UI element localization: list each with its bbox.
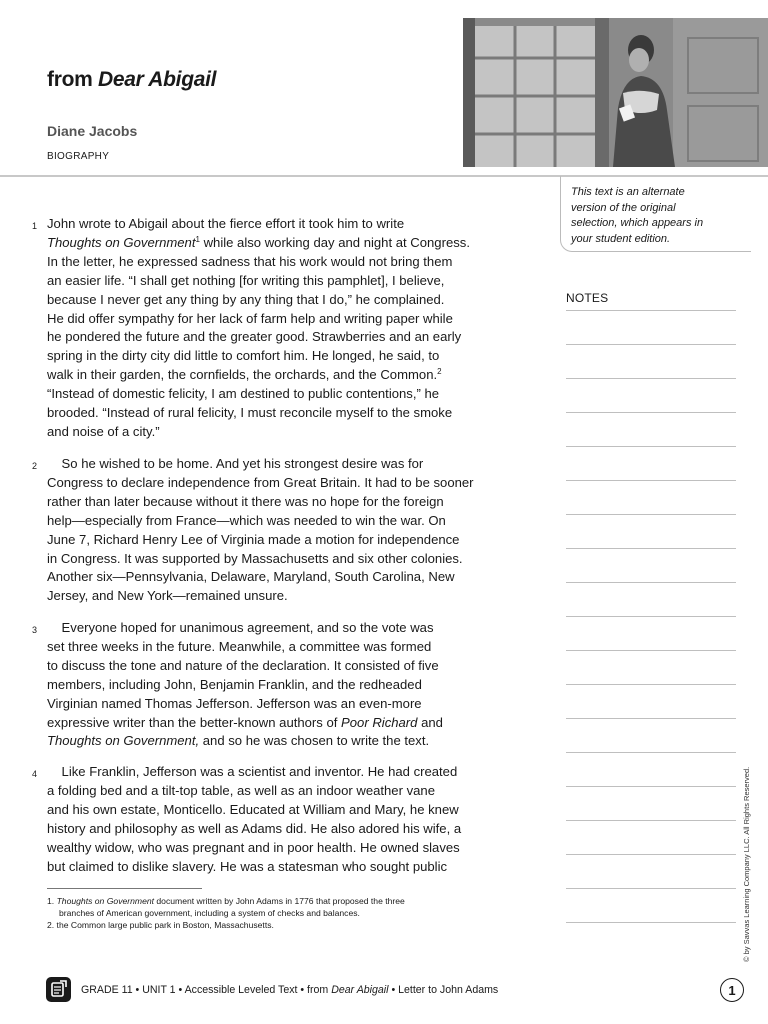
header-rule — [0, 175, 560, 177]
text-line: Another six—Pennsylvania, Delaware, Maryland, South Carolina, New — [47, 569, 455, 585]
text-line: an easier life. “I shall get nothing [for writing this pamphlet], I believe, — [47, 272, 445, 288]
paragraph-2 — [32, 455, 547, 606]
text-line: Congress to declare independence from Great Britain. It had to be sooner — [47, 474, 474, 490]
notes-line — [566, 752, 736, 753]
text-line: in Congress. It was supported by Massachusetts and six other colonies. — [47, 550, 463, 566]
notes-line — [566, 616, 736, 617]
notes-line — [566, 310, 736, 311]
paragraph-4 — [32, 763, 547, 876]
footnote-reference: 1 — [195, 234, 200, 244]
notes-line — [566, 412, 736, 413]
publisher-logo-icon — [46, 977, 71, 1002]
page-title-italic: Dear Abigail — [98, 68, 217, 91]
text-line: expressive writer than the better-known authors of Poor Richard and — [47, 714, 443, 730]
paragraph-number: 1 — [32, 221, 38, 231]
notes-line — [566, 650, 736, 651]
text-line: because I never get any thing by any thing that I do,” he complained. — [47, 291, 445, 307]
paragraph-3 — [32, 619, 547, 751]
text-line: Everyone hoped for unanimous agreement, and so the vote was — [47, 620, 434, 635]
copyright-notice: © by Savvas Learning Company LLC. All Rights Reserved. — [742, 766, 751, 962]
text-line: rather than later because without it there was no hope for the foreign — [47, 493, 444, 509]
footnote-rule — [47, 888, 202, 889]
text-line: and noise of a city.” — [47, 423, 160, 439]
text-line: a folding bed and a tilt-top table, as well as an indoor weather vane — [47, 782, 435, 798]
paragraph-number: 2 — [32, 461, 38, 471]
header-illustration — [463, 18, 768, 167]
text-line: wealthy widow, who was pregnant and in poor health. He owned slaves — [47, 839, 460, 855]
text-line: and his own estate, Monticello. Educated at William and Mary, he knew — [47, 801, 459, 817]
page-number: 1 — [720, 978, 744, 1002]
footnote-1-line: branches of American government, including a system of checks and balances. — [59, 908, 360, 918]
notes-line — [566, 480, 736, 481]
paragraph-number: 4 — [32, 769, 38, 779]
text-line: he pondered the future and the greater good. Strawberries and an early — [47, 329, 462, 345]
footer-citation: GRADE 11 • UNIT 1 • Accessible Leveled Text • from Dear Abigail • Letter to John Adams — [81, 984, 499, 996]
text-line: He did offer sympathy for her lack of farm help and writing paper while — [47, 310, 453, 326]
text-line: In the letter, he expressed sadness that his work would not bring them — [47, 253, 453, 269]
notes-line — [566, 378, 736, 379]
text-line: Jersey, and New York—remained unsure. — [47, 588, 288, 604]
paragraph-number: 3 — [32, 625, 38, 635]
notes-line — [566, 888, 736, 889]
alternate-version-note: This text is an alternate version of the original selection, which appears in your student edition. — [560, 176, 751, 252]
notes-label: NOTES — [566, 291, 609, 305]
notes-line — [566, 344, 736, 345]
notes-line — [566, 514, 736, 515]
notes-line — [566, 820, 736, 821]
text-line: So he wished to be home. And yet his strongest desire was for — [47, 456, 424, 471]
text-line: spring in the dirty city did little to comfort him. He longed, he said, to — [47, 348, 440, 364]
text-line: Virginian named Thomas Jefferson. Jefferson was an even-more — [47, 695, 422, 711]
notes-line — [566, 786, 736, 787]
notes-line — [566, 684, 736, 685]
footnotes — [47, 895, 517, 931]
text-line: brooded. “Instead of rural felicity, I must reconcile myself to the smoke — [47, 405, 453, 421]
text-line: Thoughts on Government$^1$ while also working day and night at Congress. — [47, 234, 470, 250]
text-line: Thoughts on Government, and so he was chosen to write the text. — [47, 733, 430, 749]
footnote-reference: 2 — [437, 367, 442, 377]
notes-line — [566, 854, 736, 855]
text-line: June 7, Richard Henry Lee of Virginia made a motion for independence — [47, 531, 460, 547]
text-line: walk in their garden, the cornfields, the orchards, and the Common.$^2$ — [47, 367, 442, 383]
text-line: history and philosophy as well as Adams did. He also adored his wife, a — [47, 820, 462, 836]
text-line: but claimed to dislike slavery. He was a statesman who sought public — [47, 858, 448, 874]
text-line: to discuss the tone and nature of the declaration. It consisted of five — [47, 657, 439, 673]
notes-line — [566, 922, 736, 923]
author-name: Diane Jacobs — [47, 123, 138, 139]
paragraph-1 — [32, 215, 547, 442]
notes-line — [566, 446, 736, 447]
text-line: members, including John, Benjamin Franklin, and the redheaded — [47, 676, 422, 692]
notes-line — [566, 548, 736, 549]
page-title: from Dear Abigail — [47, 68, 217, 91]
text-line: set three weeks in the future. Meanwhile, a committee was formed — [47, 638, 432, 654]
footnote-2-line: 2. the Common large public park in Boston, Massachusetts. — [47, 920, 274, 930]
notes-line — [566, 718, 736, 719]
text-line: help—especially from France—which was needed to win the war. On — [47, 512, 446, 528]
text-line: John wrote to Abigail about the fierce effort it took him to write — [47, 216, 405, 231]
text-line: “Instead of domestic felicity, I am destined to public contentions,” he — [47, 386, 440, 402]
text-line: Like Franklin, Jefferson was a scientist and inventor. He had created — [47, 764, 458, 779]
genre-label: BIOGRAPHY — [47, 151, 110, 162]
footnote-1-line: 1. Thoughts on Government document written by John Adams in 1776 that proposed the three — [47, 896, 405, 906]
notes-line — [566, 582, 736, 583]
